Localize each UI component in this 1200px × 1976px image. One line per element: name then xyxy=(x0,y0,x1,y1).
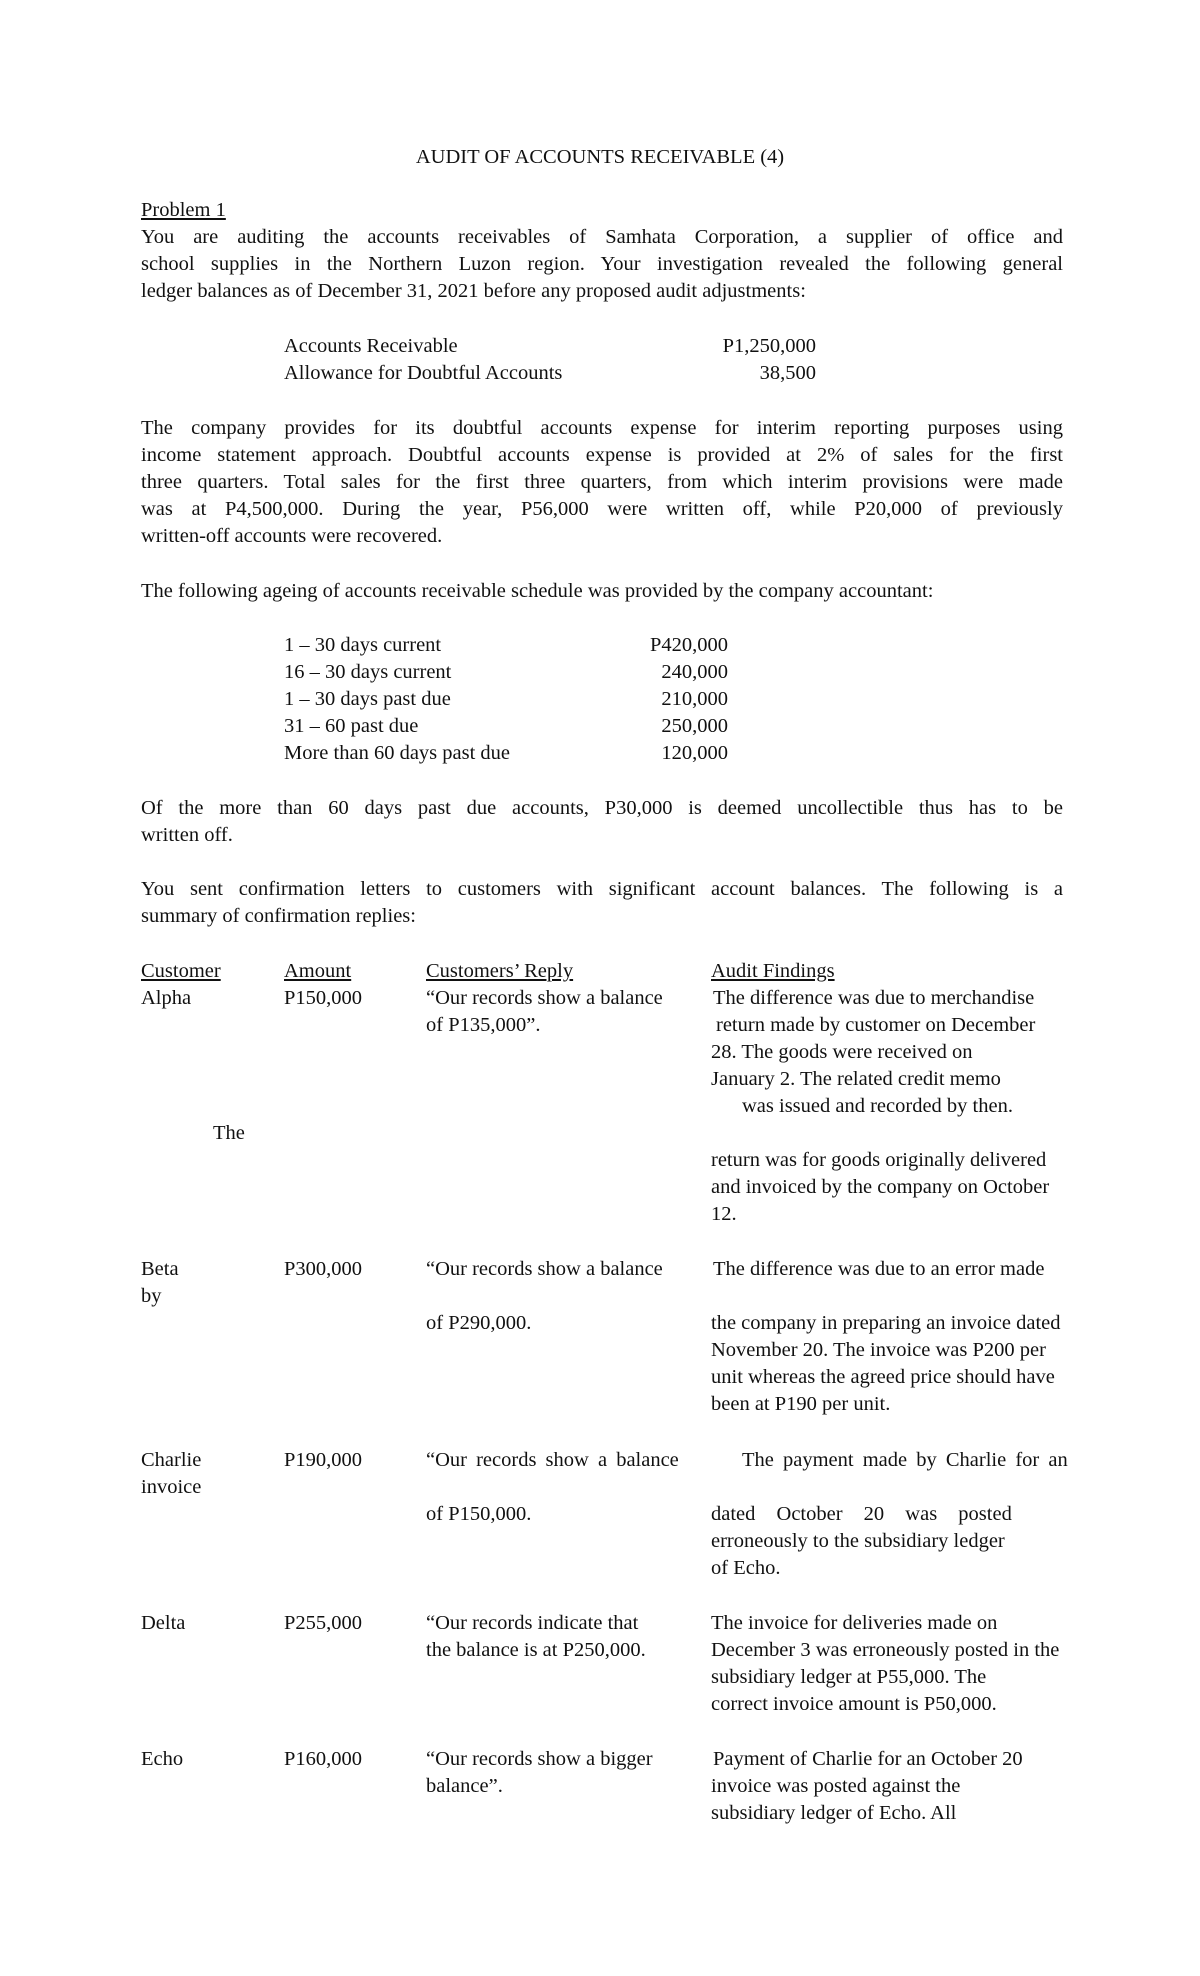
audit-finding: unit whereas the agreed price should have xyxy=(711,1366,1055,1388)
header-customer: Customer xyxy=(141,960,221,982)
header-amount: Amount xyxy=(284,960,352,982)
intro-paragraph xyxy=(141,224,1063,305)
customer-name: Charlie xyxy=(141,1449,202,1471)
ageing-label: More than 60 days past due xyxy=(284,742,511,764)
audit-finding: was issued and recorded by then. xyxy=(742,1095,1013,1117)
ageing-amount: P420,000 xyxy=(649,634,728,656)
audit-finding: return made by customer on December xyxy=(716,1014,1036,1036)
confirmation-line: summary of confirmation replies: xyxy=(141,905,416,927)
ageing-amount: 250,000 xyxy=(661,715,728,737)
ageing-amount: 120,000 xyxy=(661,742,728,764)
customer-name-cont: invoice xyxy=(141,1476,202,1498)
header-findings: Audit Findings xyxy=(711,960,835,982)
customer-name: Alpha xyxy=(141,987,192,1009)
stray-word: The xyxy=(213,1122,245,1144)
customer-reply: the balance is at P250,000. xyxy=(426,1639,646,1661)
audit-finding: return was for goods originally delivered xyxy=(711,1149,1047,1171)
customer-amount: P150,000 xyxy=(284,987,363,1009)
audit-finding: November 20. The invoice was P200 per xyxy=(711,1339,1046,1361)
customer-reply: of P150,000. xyxy=(426,1503,532,1525)
audit-finding: January 2. The related credit memo xyxy=(711,1068,1001,1090)
ledger-account-label: Allowance for Doubtful Accounts xyxy=(284,362,563,384)
audit-finding: The difference was due to an error made xyxy=(713,1258,1045,1280)
policy-line: income statement approach. Doubtful accounts expense is provided at 2% of sales for the first xyxy=(141,444,1063,466)
customer-name: Beta xyxy=(141,1258,179,1280)
ageing-amount: 210,000 xyxy=(661,688,728,710)
audit-finding: 12. xyxy=(711,1203,737,1225)
customer-name: Echo xyxy=(141,1748,184,1770)
intro-line: You are auditing the accounts receivables of Samhata Corporation, a supplier of office and xyxy=(141,226,1063,248)
audit-finding: erroneously to the subsidiary ledger xyxy=(711,1530,1005,1552)
audit-finding: of Echo. xyxy=(711,1557,781,1579)
audit-finding: The payment made by Charlie for an xyxy=(742,1449,1068,1471)
confirmation-paragraph xyxy=(141,876,1063,930)
writeoff-paragraph xyxy=(141,795,1063,849)
ageing-label: 16 – 30 days current xyxy=(284,661,452,683)
audit-finding: 28. The goods were received on xyxy=(711,1041,973,1063)
ledger-account-amount: P1,250,000 xyxy=(722,335,816,357)
audit-finding: correct invoice amount is P50,000. xyxy=(711,1693,997,1715)
ageing-amount: 240,000 xyxy=(661,661,728,683)
ageing-label: 1 – 30 days current xyxy=(284,634,442,656)
customer-name: Delta xyxy=(141,1612,186,1634)
audit-finding: dated October 20 was posted xyxy=(711,1503,1012,1525)
writeoff-line: Of the more than 60 days past due accounts, P30,000 is deemed uncollectible thus has to be xyxy=(141,797,1063,819)
page-title: AUDIT OF ACCOUNTS RECEIVABLE (4) xyxy=(415,146,785,168)
customer-reply: of P290,000. xyxy=(426,1312,532,1334)
audit-finding: The difference was due to merchandise xyxy=(713,987,1035,1009)
customer-reply: “Our records show a bigger xyxy=(426,1748,653,1770)
problem-heading: Problem 1 xyxy=(141,199,226,221)
customer-reply: “Our records indicate that xyxy=(426,1612,639,1634)
audit-finding: subsidiary ledger of Echo. All xyxy=(711,1802,957,1824)
audit-finding: been at P190 per unit. xyxy=(711,1393,891,1415)
writeoff-line: written off. xyxy=(141,824,233,846)
customer-reply: “Our records show a balance xyxy=(426,1449,679,1471)
ageing-intro: The following ageing of accounts receivable schedule was provided by the company accountant: xyxy=(141,580,934,602)
policy-line: The company provides for its doubtful accounts expense for interim reporting purposes using xyxy=(141,417,1063,439)
audit-finding: invoice was posted against the xyxy=(711,1775,961,1797)
policy-line: three quarters. Total sales for the first three quarters, from which interim provisions were made xyxy=(141,471,1063,493)
customer-name-cont: by xyxy=(141,1285,162,1307)
policy-line: was at P4,500,000. During the year, P56,000 were written off, while P20,000 of previously xyxy=(141,498,1063,520)
intro-line: school supplies in the Northern Luzon region. Your investigation revealed the following general xyxy=(141,253,1063,275)
audit-finding: the company in preparing an invoice dated xyxy=(711,1312,1061,1334)
customer-amount: P190,000 xyxy=(284,1449,363,1471)
header-reply: Customers’ Reply xyxy=(426,960,574,982)
intro-line: ledger balances as of December 31, 2021 before any proposed audit adjustments: xyxy=(141,280,806,302)
customer-reply: “Our records show a balance xyxy=(426,987,663,1009)
audit-finding: subsidiary ledger at P55,000. The xyxy=(711,1666,987,1688)
audit-finding: The invoice for deliveries made on xyxy=(711,1612,998,1634)
ageing-label: 31 – 60 past due xyxy=(284,715,419,737)
audit-finding: Payment of Charlie for an October 20 xyxy=(713,1748,1023,1770)
customer-reply: balance”. xyxy=(426,1775,503,1797)
audit-finding: December 3 was erroneously posted in the xyxy=(711,1639,1060,1661)
policy-paragraph xyxy=(141,415,1063,550)
ageing-label: 1 – 30 days past due xyxy=(284,688,451,710)
customer-amount: P160,000 xyxy=(284,1748,363,1770)
ledger-account-label: Accounts Receivable xyxy=(284,335,458,357)
confirmation-line: You sent confirmation letters to customers with significant account balances. The following is a xyxy=(141,878,1063,900)
ledger-account-amount: 38,500 xyxy=(759,362,816,384)
policy-line: written-off accounts were recovered. xyxy=(141,525,443,547)
audit-finding: and invoiced by the company on October xyxy=(711,1176,1050,1198)
customer-reply: “Our records show a balance xyxy=(426,1258,663,1280)
customer-reply: of P135,000”. xyxy=(426,1014,541,1036)
customer-amount: P255,000 xyxy=(284,1612,363,1634)
customer-amount: P300,000 xyxy=(284,1258,363,1280)
